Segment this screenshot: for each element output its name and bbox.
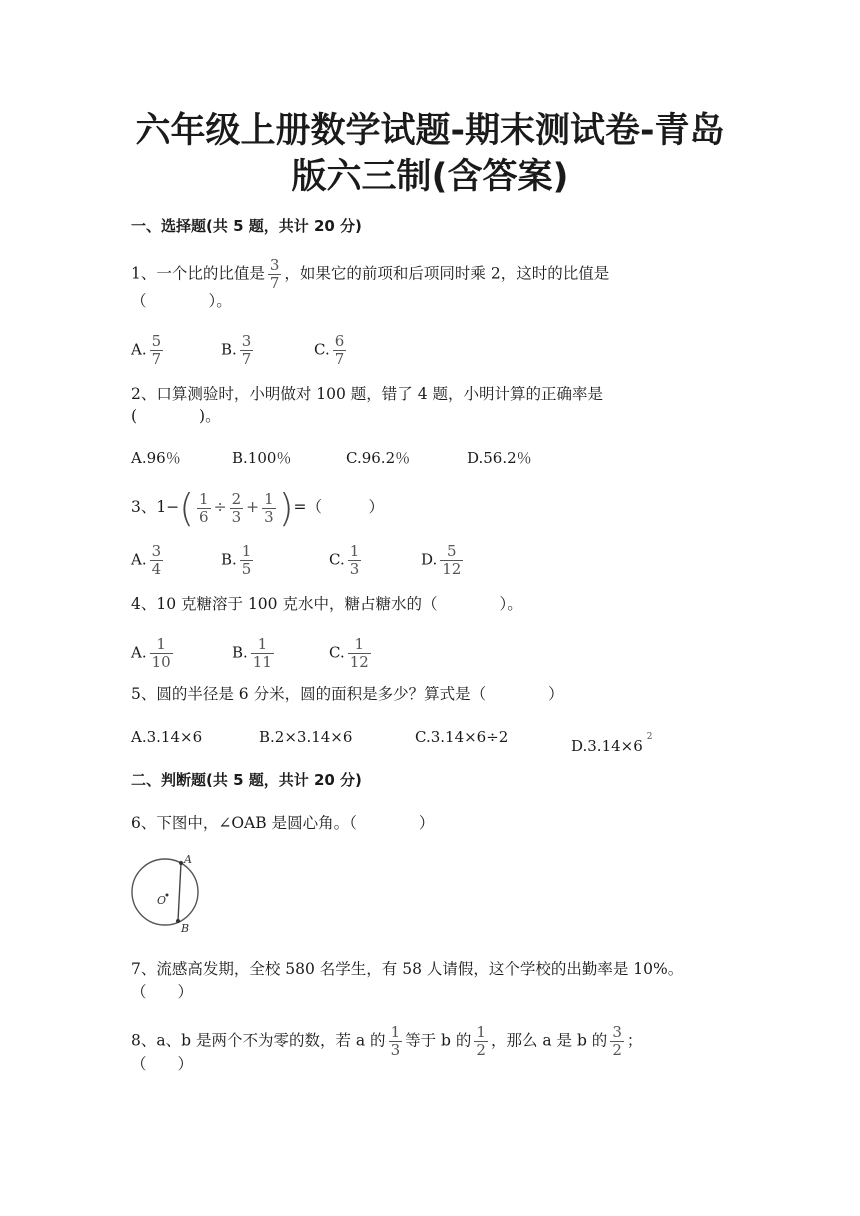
q2-answer-blank: ( )。 xyxy=(131,407,221,425)
q1-text-pre: 1、一个比的比值是 xyxy=(131,264,265,283)
section-heading-judgement: 二、判断题(共 5 题，共计 20 分) xyxy=(131,771,362,789)
q2-option-c: C.96.2％ xyxy=(346,449,411,467)
q2-option-b: B.100％ xyxy=(232,449,292,467)
q5-option-c: C.3.14×6÷2 xyxy=(415,728,509,746)
chord-ab xyxy=(178,863,181,921)
question-4: 4、10 克糖溶于 100 克水中，糖占糖水的（ ）。 xyxy=(131,595,523,613)
q8-answer-blank: （ ） xyxy=(131,1055,194,1073)
question-7: 7、流感高发期，全校 580 名学生，有 58 人请假，这个学校的出勤率是 10%。 xyxy=(131,960,684,978)
point-b xyxy=(176,919,180,923)
label-o: O xyxy=(157,894,167,907)
q3-option-a: A. $\frac{3}{4}$ xyxy=(131,542,162,578)
point-a xyxy=(179,861,183,865)
q1-text-post: ，如果它的前项和后项同时乘 2，这时的比值是 xyxy=(284,264,610,283)
q2-option-d: D.56.2％ xyxy=(467,449,532,467)
q4-option-b: B. $\frac{1}{11}$ xyxy=(232,635,272,671)
document-title-line1: 六年级上册数学试题-期末测试卷-青岛 xyxy=(135,111,725,151)
q2-option-a: A.96％ xyxy=(131,449,181,467)
question-2: 2、口算测验时，小明做对 100 题，错了 4 题，小明计算的正确率是 xyxy=(131,385,604,403)
question-8: 8、a、b 是两个不为零的数，若 a 的 $\frac{1}{3}$ 等于 b 的 $\frac{1}{2}$ ，那么 a 是 b 的 $\frac{3}{2}$ ； xyxy=(131,1023,643,1059)
circle-figure xyxy=(126,850,206,934)
section-heading-choice: 一、选择题(共 5 题，共计 20 分) xyxy=(131,217,362,235)
q3-option-c: C. $\frac{1}{3}$ xyxy=(329,542,360,578)
q5-option-a: A.3.14×6 xyxy=(131,728,203,746)
document-title-line2: 版六三制(含答案) xyxy=(291,157,569,197)
q1-answer-blank: （ ）。 xyxy=(131,292,232,310)
question-5: 5、圆的半径是 6 分米，圆的面积是多少？算式是（ ） xyxy=(131,685,564,703)
q3-option-b: B. $\frac{1}{5}$ xyxy=(221,542,252,578)
q1-option-c: C. $\frac{6}{7}$ xyxy=(314,332,345,368)
question-6: 6、下图中，∠OAB 是圆心角。（ ） xyxy=(131,814,435,832)
q5-option-b: B.2×3.14×6 xyxy=(259,728,353,746)
q1-option-a: A. $\frac{5}{7}$ xyxy=(131,332,162,368)
circle-shape xyxy=(132,859,198,925)
q1-option-b: B. $\frac{3}{7}$ xyxy=(221,332,252,368)
label-a: A xyxy=(184,853,192,866)
q3-option-d: D. $\frac{5}{12}$ xyxy=(421,542,462,578)
label-b: B xyxy=(181,922,190,934)
q1-fraction: $\frac{3}{7}$ xyxy=(269,256,280,292)
q5-option-d-exponent: 2 xyxy=(646,732,653,742)
question-1 xyxy=(131,258,609,291)
q4-option-a: A. $\frac{1}{10}$ xyxy=(131,635,171,671)
question-3: 3、1−( $\frac{1}{6}$ ÷ $\frac{2}{3}$ + $\frac{1}{3}$ )=（ ） xyxy=(131,486,385,530)
q7-answer-blank: （ ） xyxy=(131,983,194,1001)
q4-option-c: C. $\frac{1}{12}$ xyxy=(329,635,369,671)
q5-option-d: D.3.14×6 $^2$ xyxy=(571,732,653,755)
